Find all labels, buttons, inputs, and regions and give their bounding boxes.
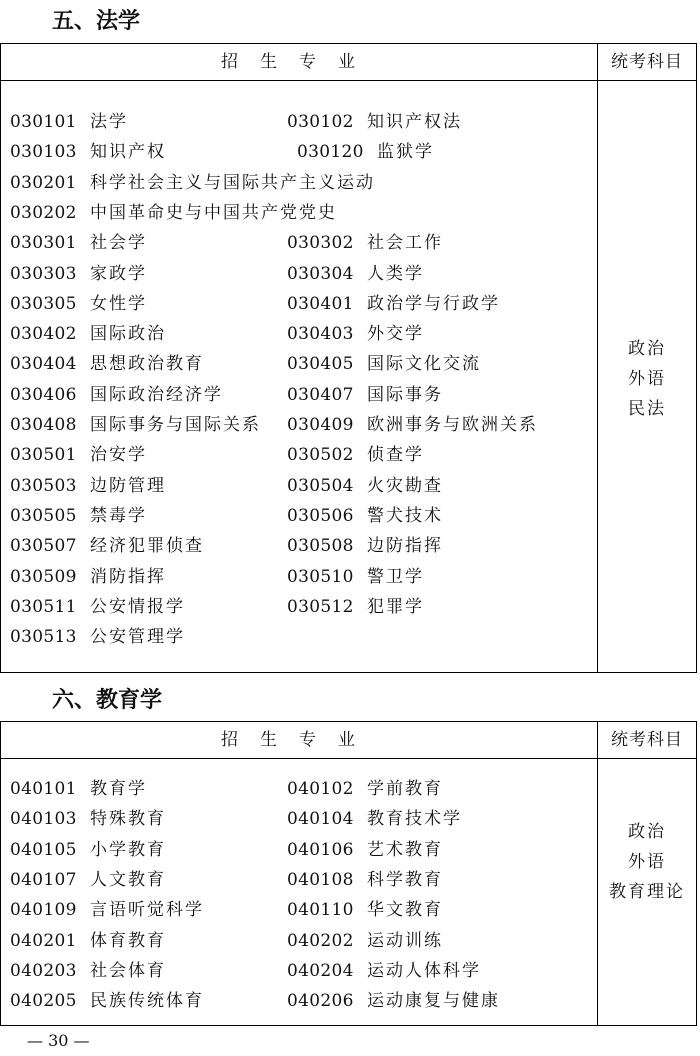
major-code: 040104 xyxy=(287,809,354,830)
major-name: 警卫学 xyxy=(367,566,424,587)
major-code: 030305 xyxy=(10,293,77,314)
major-code: 030511 xyxy=(10,596,77,617)
exam-subjects xyxy=(598,334,696,424)
table-row xyxy=(1,926,597,956)
table-row xyxy=(1,774,597,804)
major-code: 040204 xyxy=(287,960,354,981)
table-row xyxy=(1,471,597,501)
major-code: 030102 xyxy=(287,112,354,132)
table-row xyxy=(1,592,597,622)
major-name: 知识产权法 xyxy=(367,112,462,132)
major-code: 030405 xyxy=(287,354,354,375)
table-row xyxy=(1,895,597,925)
major-name: 民族传统体育 xyxy=(90,991,204,1012)
major-name: 运动人体科学 xyxy=(367,960,481,981)
header-majors: 招生专业 xyxy=(221,52,377,72)
table-row xyxy=(1,440,597,470)
major-name: 言语听觉科学 xyxy=(90,900,204,921)
major-name: 人文教育 xyxy=(90,869,166,890)
major-name: 科学社会主义与国际共产主义运动 xyxy=(90,172,375,193)
major-name: 国际事务 xyxy=(367,384,443,405)
major-code: 040101 xyxy=(10,779,77,799)
major-code: 030501 xyxy=(10,445,77,466)
table-header xyxy=(1,44,696,81)
major-code: 040203 xyxy=(10,960,77,981)
major-name: 犯罪学 xyxy=(367,596,424,617)
major-name: 国际政治经济学 xyxy=(90,384,223,405)
major-code: 030407 xyxy=(287,384,354,405)
table-row xyxy=(1,137,597,167)
major-code: 030202 xyxy=(10,202,77,223)
table-row xyxy=(1,835,597,865)
section-6-title: 六、教育学 xyxy=(52,688,163,713)
major-name: 边防管理 xyxy=(90,475,166,496)
major-name: 知识产权 xyxy=(90,142,166,163)
table-row xyxy=(1,319,597,349)
major-code: 040106 xyxy=(287,839,354,860)
major-code: 030402 xyxy=(10,324,77,345)
table-row xyxy=(1,198,597,228)
major-name: 艺术教育 xyxy=(367,839,443,860)
major-code: 030504 xyxy=(287,475,354,496)
major-name: 运动康复与健康 xyxy=(367,991,500,1012)
table-row xyxy=(1,228,597,258)
table-row xyxy=(1,168,597,198)
major-name: 国际政治 xyxy=(90,324,166,345)
table-row xyxy=(1,531,597,561)
exam-subject: 外语 xyxy=(628,369,666,389)
major-name: 运动训练 xyxy=(367,930,443,951)
major-name: 监狱学 xyxy=(377,142,434,163)
major-code: 030303 xyxy=(10,263,77,284)
major-name: 侦查学 xyxy=(367,445,424,466)
major-code: 030408 xyxy=(10,415,77,435)
section-6-table xyxy=(0,721,697,1026)
major-name: 消防指挥 xyxy=(90,566,166,587)
major-name: 小学教育 xyxy=(90,839,166,860)
major-name: 社会工作 xyxy=(367,233,443,254)
major-name: 社会体育 xyxy=(90,960,166,981)
table-row xyxy=(1,501,597,531)
major-name: 中国革命史与中国共产党党史 xyxy=(90,202,337,223)
major-name: 教育学 xyxy=(90,779,147,799)
exam-subject: 政治 xyxy=(628,339,666,359)
major-name: 体育教育 xyxy=(90,930,166,951)
major-name: 经济犯罪侦查 xyxy=(90,536,204,557)
major-code: 030302 xyxy=(287,233,354,254)
major-code: 040202 xyxy=(287,930,354,951)
table-row xyxy=(1,289,597,319)
major-code: 030401 xyxy=(287,293,354,314)
major-name: 女性学 xyxy=(90,293,147,314)
major-name: 国际文化交流 xyxy=(367,354,481,375)
major-code: 040206 xyxy=(287,991,354,1012)
major-code: 040102 xyxy=(287,779,354,799)
exam-subject: 外语 xyxy=(628,852,666,872)
header-exam-subjects: 统考科目 xyxy=(611,52,683,72)
table-row xyxy=(1,986,597,1016)
major-name: 公安情报学 xyxy=(90,596,185,617)
major-code: 030503 xyxy=(10,475,77,496)
major-name: 政治学与行政学 xyxy=(367,293,500,314)
major-code: 030301 xyxy=(10,233,77,254)
major-name: 国际事务与国际关系 xyxy=(90,415,261,435)
table-row xyxy=(1,804,597,834)
table-row xyxy=(1,107,597,137)
table-row xyxy=(1,349,597,379)
major-code: 040103 xyxy=(10,809,77,830)
major-name: 教育技术学 xyxy=(367,809,462,830)
exam-subject: 政治 xyxy=(628,822,666,842)
major-name: 科学教育 xyxy=(367,869,443,890)
table-row xyxy=(1,956,597,986)
major-name: 法学 xyxy=(90,112,128,132)
major-code: 030201 xyxy=(10,172,77,193)
table-row xyxy=(1,380,597,410)
major-name: 公安管理学 xyxy=(90,627,185,648)
major-name: 火灾勘查 xyxy=(367,475,443,496)
major-name: 警犬技术 xyxy=(367,505,443,526)
table-row xyxy=(1,865,597,895)
major-name: 边防指挥 xyxy=(367,536,443,557)
page-number: — 30 — xyxy=(27,1031,90,1050)
major-code: 040107 xyxy=(10,869,77,890)
major-code: 030510 xyxy=(287,566,354,587)
major-name: 社会学 xyxy=(90,233,147,254)
header-exam-subjects: 统考科目 xyxy=(611,730,683,750)
table-header xyxy=(1,722,696,759)
exam-subjects xyxy=(598,817,696,907)
header-majors: 招生专业 xyxy=(221,730,377,750)
major-name: 外交学 xyxy=(367,324,424,345)
major-name: 家政学 xyxy=(90,263,147,284)
major-code: 040205 xyxy=(10,991,77,1012)
exam-subject: 民法 xyxy=(628,399,666,419)
major-name: 禁毒学 xyxy=(90,505,147,526)
major-code: 030509 xyxy=(10,566,77,587)
exam-subject: 教育理论 xyxy=(609,882,685,902)
major-name: 华文教育 xyxy=(367,900,443,921)
table-row xyxy=(1,259,597,289)
major-name: 人类学 xyxy=(367,263,424,284)
section-5-title: 五、法学 xyxy=(52,9,141,34)
major-code: 030502 xyxy=(287,445,354,466)
major-name: 欧洲事务与欧洲关系 xyxy=(367,415,538,435)
major-code: 030403 xyxy=(287,324,354,345)
major-code: 030120 xyxy=(297,142,364,163)
major-name: 治安学 xyxy=(90,445,147,466)
major-code: 040110 xyxy=(287,900,354,921)
major-code: 030406 xyxy=(10,384,77,405)
major-code: 030505 xyxy=(10,505,77,526)
major-code: 030409 xyxy=(287,415,354,435)
table-row xyxy=(1,562,597,592)
table-row xyxy=(1,622,597,652)
major-code: 030508 xyxy=(287,536,354,557)
major-name: 特殊教育 xyxy=(90,809,166,830)
major-code: 030507 xyxy=(10,536,77,557)
major-code: 030506 xyxy=(287,505,354,526)
table-row xyxy=(1,410,597,440)
major-code: 030404 xyxy=(10,354,77,375)
major-code: 030101 xyxy=(10,112,77,132)
major-code: 040109 xyxy=(10,900,77,921)
major-name: 思想政治教育 xyxy=(90,354,204,375)
major-code: 030304 xyxy=(287,263,354,284)
major-code: 040108 xyxy=(287,869,354,890)
major-name: 学前教育 xyxy=(367,779,443,799)
major-code: 030512 xyxy=(287,596,354,617)
major-code: 030103 xyxy=(10,142,77,163)
major-code: 040105 xyxy=(10,839,77,860)
major-code: 030513 xyxy=(10,627,77,648)
section-5-table xyxy=(0,43,697,673)
major-code: 040201 xyxy=(10,930,77,951)
